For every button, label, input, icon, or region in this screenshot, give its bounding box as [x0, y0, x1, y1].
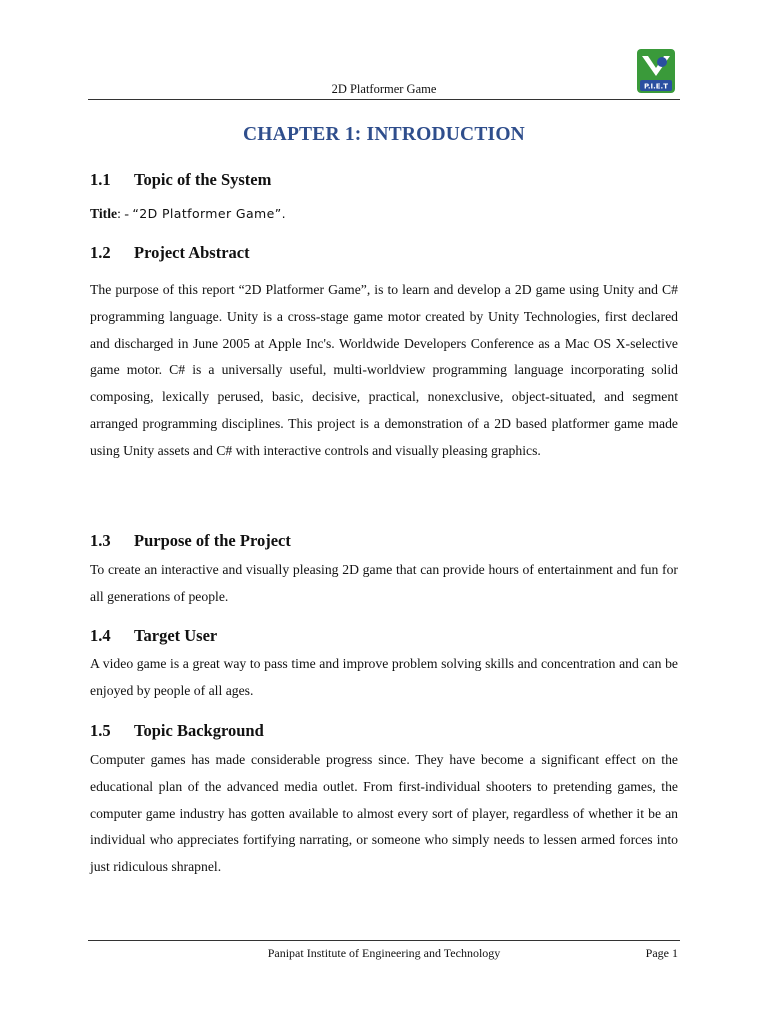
section-title: Project Abstract	[134, 243, 250, 262]
page-number: Page 1	[645, 946, 678, 960]
section-number: 1.5	[90, 721, 111, 740]
purpose-paragraph: To create an interactive and visually pleasing 2D game that can provide hours of entertainment and fun for all generations of people.	[90, 562, 678, 604]
header-divider	[88, 99, 680, 100]
section-title: Topic Background	[134, 721, 264, 740]
section-title: Purpose of the Project	[134, 531, 291, 550]
institute-logo	[636, 48, 676, 94]
piet-logo-icon	[636, 48, 676, 94]
section-title: Target User	[134, 626, 218, 645]
section-heading-1-5	[90, 721, 264, 741]
title-line	[90, 206, 286, 222]
section-heading-1-1	[90, 170, 271, 190]
title-separator: : -	[117, 206, 133, 221]
logo-text: P.I.E.T	[644, 82, 668, 91]
section-number: 1.2	[90, 243, 111, 262]
running-header: 2D Platformer Game	[331, 82, 437, 96]
abstract-paragraph: The purpose of this report “2D Platformer Game”, is to learn and develop a 2D game using Unity and C# programming language. Unity is a cross-stage game motor created by Unity Technologies, first declared and discharged in June 2005 at Apple Inc's. Worldwide Developers Conference as a Mac OS X-selective game motor. C# is a universally useful, multi-worldview programming language incorporating solid composing, lexically perused, basic, decisive, practical, nonexclusive, object-situated, and segment arranged programming disciplines. This project is a demonstration of a 2D based platformer game made using Unity assets and C# with interactive controls and visually pleasing graphics.	[90, 282, 678, 458]
section-heading-1-3	[90, 531, 291, 551]
section-number: 1.3	[90, 531, 111, 550]
title-value: “2D Platformer Game”.	[132, 206, 286, 221]
section-heading-1-4	[90, 626, 217, 646]
target-user-paragraph: A video game is a great way to pass time and improve problem solving skills and concentration and can be enjoyed by people of all ages.	[90, 656, 678, 698]
title-label: Title	[90, 206, 118, 221]
chapter-title: CHAPTER 1: INTRODUCTION	[243, 124, 525, 145]
footer-institute: Panipat Institute of Engineering and Technology	[267, 946, 501, 960]
background-paragraph: Computer games has made considerable progress since. They have become a significant effect on the educational plan of the advanced media outlet. From first-individual shooters to pretending games, the computer game industry has gotten available to almost every sort of player, regardless of whether it be an individual who appreciates fortifying narrating, or someone who simply needs to lessen armed forces into just ridiculous shrapnel.	[90, 752, 678, 875]
footer-divider	[88, 940, 680, 941]
section-number: 1.1	[90, 170, 111, 189]
section-number: 1.4	[90, 626, 111, 645]
section-title: Topic of the System	[134, 170, 272, 189]
section-heading-1-2	[90, 243, 250, 263]
